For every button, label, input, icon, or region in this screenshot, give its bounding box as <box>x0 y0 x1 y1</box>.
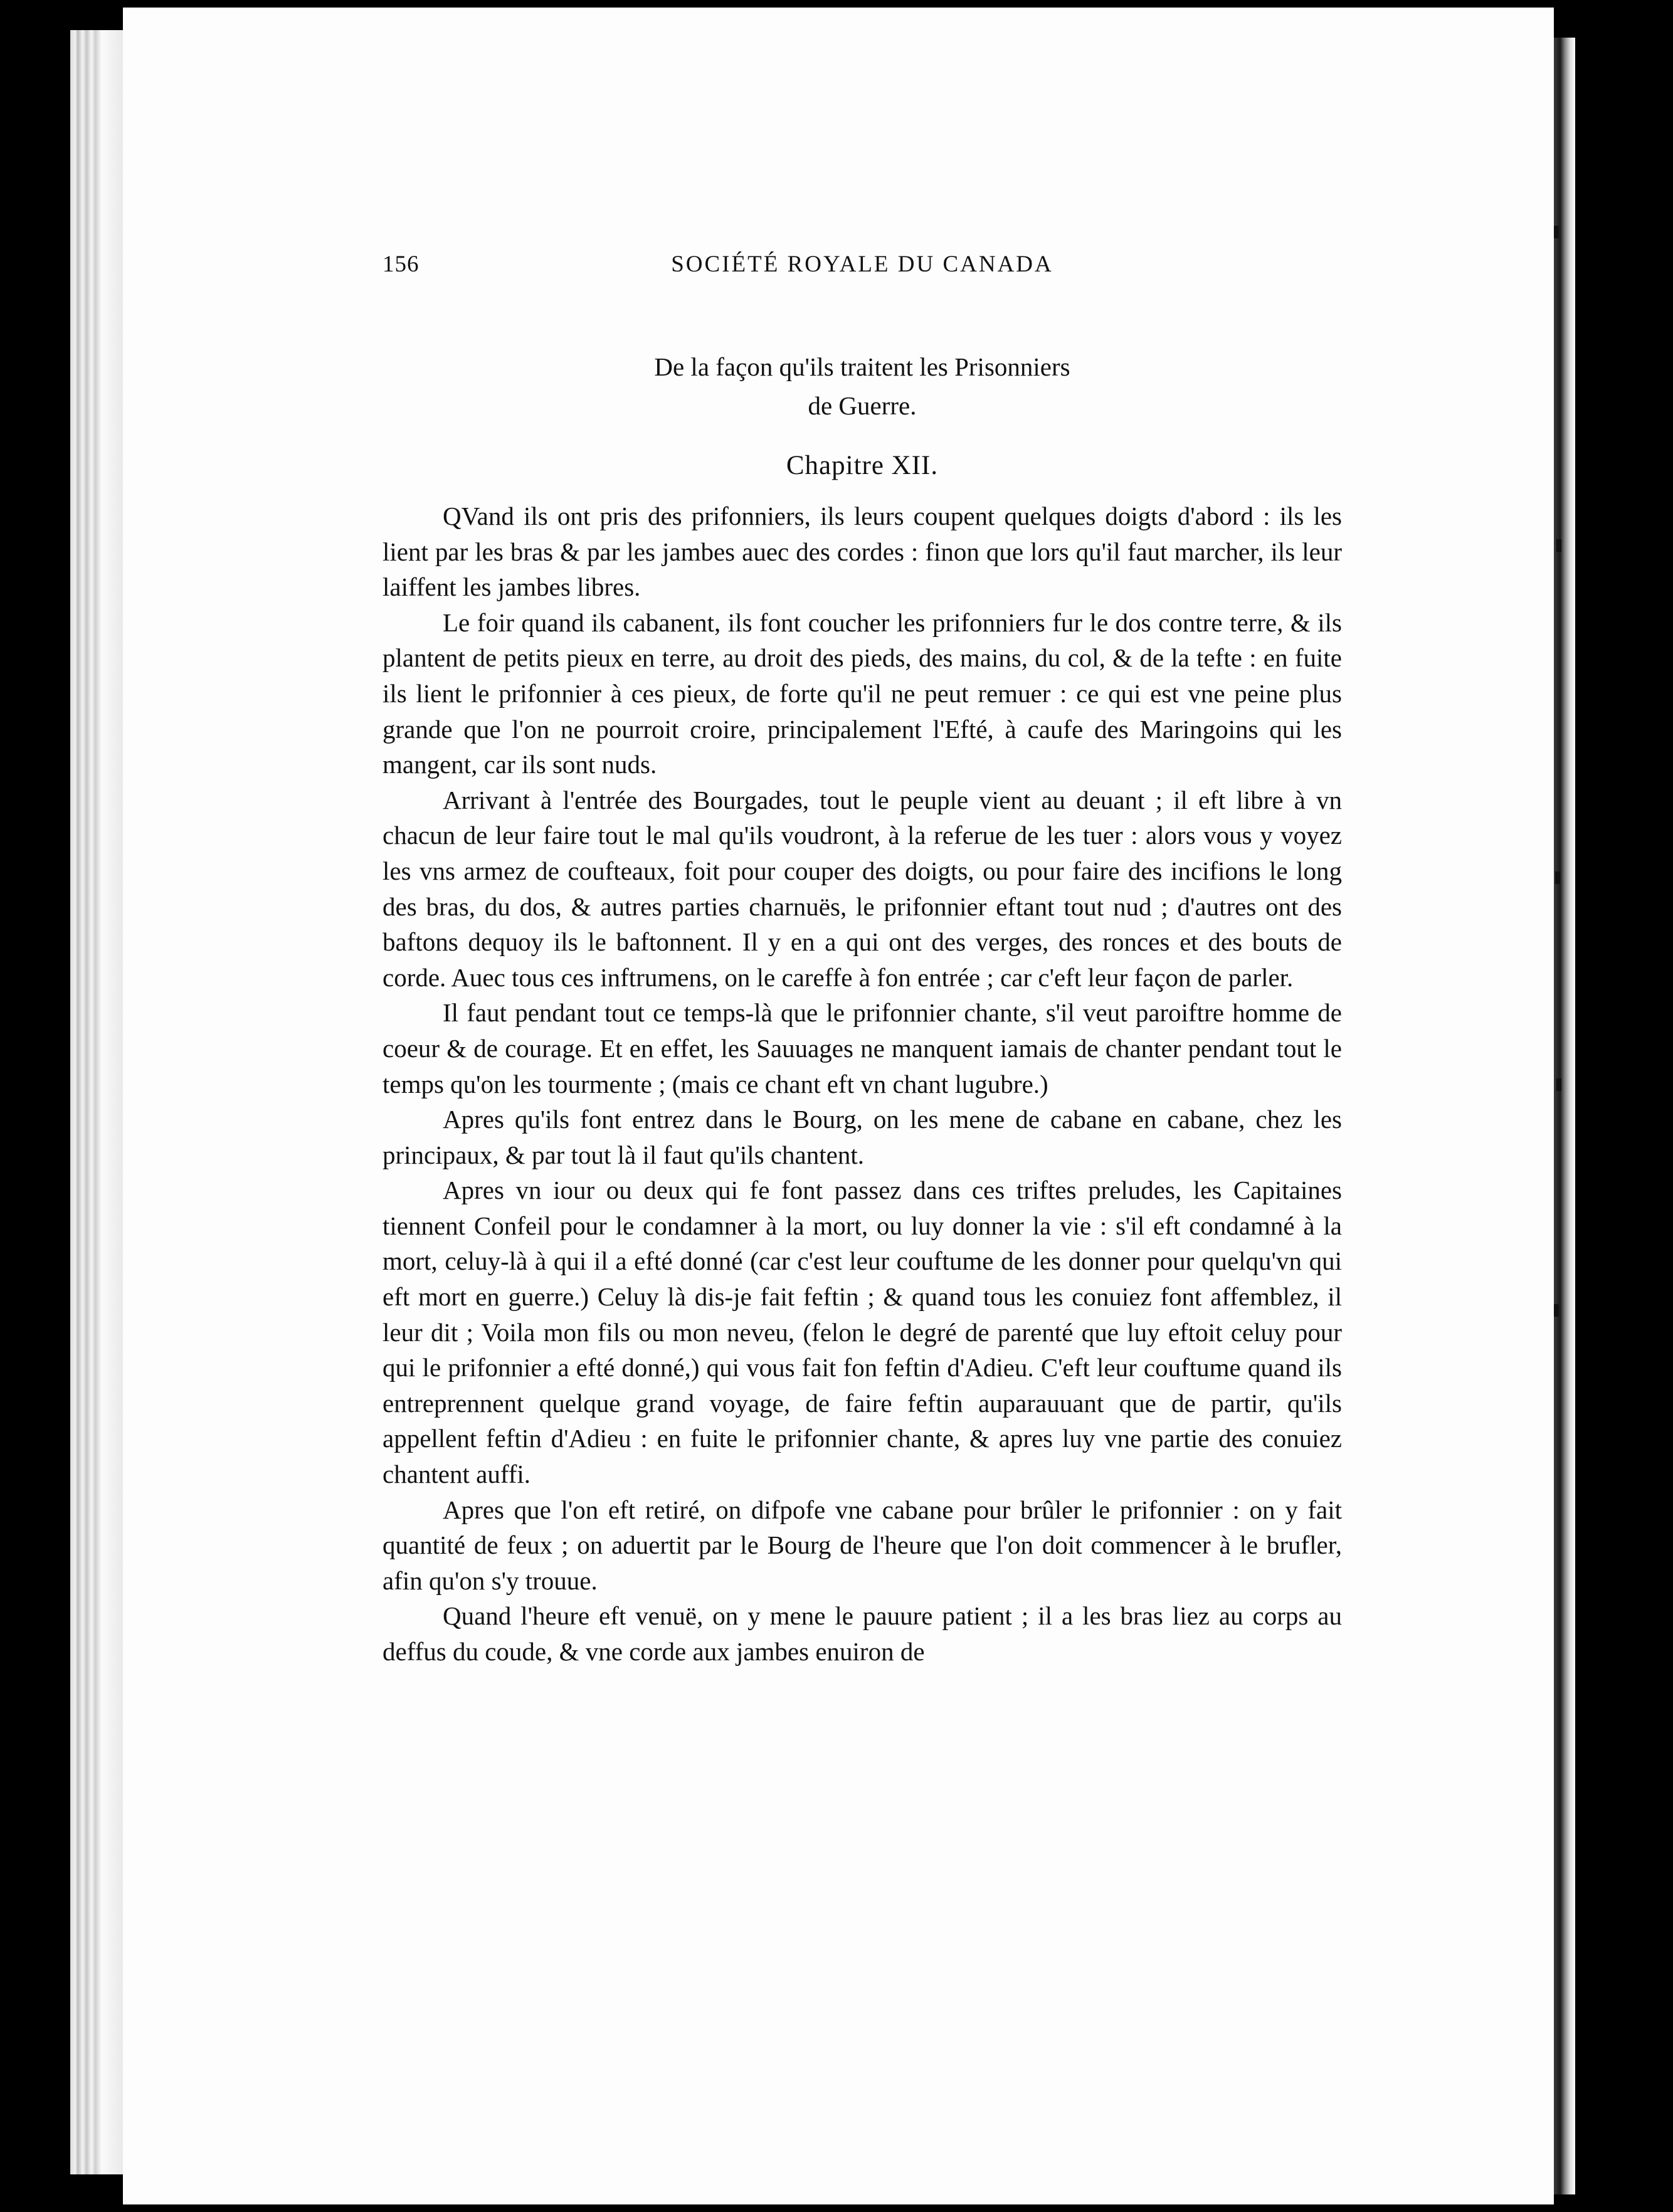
section-title-line: de Guerre. <box>808 391 917 420</box>
paragraph: Quand l'heure eft venuë, on y mene le pauure patient ; il a les bras liez au corps au deffus du coude, & vne corde aux jambes enuiron de <box>383 1601 1342 1666</box>
page-stack-edge <box>70 30 127 2174</box>
edge-mark <box>1555 872 1560 884</box>
paragraph: Il faut pendant tout ce temps-là que le prifonnier chante, s'il veut paroiftre homme de coeur & de courage. Et en effet, les Sauuages ne manquent iamais de chanter pendant tout le temps qu'on les tourmente ; (mais ce chant eft vn chant lugubre.) <box>383 998 1342 1098</box>
edge-mark <box>1554 226 1559 238</box>
page-number: 156 <box>383 251 420 277</box>
paragraph: Le foir quand ils cabanent, ils font coucher les prifonniers fur le dos contre terre, & ils plantent de petits pieux en terre, au droit des pieds, des mains, du col, & de la tefte : en fuite ils lient le prifonnier à ces pieux, de forte qu'il ne peut remuer : ce qui est vne peine plus grande que l'on ne pourroit croire, principalement l'Efté, à caufe des Maringoins qui les mangent, car ils sont nuds. <box>383 608 1342 779</box>
edge-mark <box>1556 1078 1561 1091</box>
edge-mark <box>1554 1304 1559 1317</box>
running-head: SOCIÉTÉ ROYALE DU CANADA <box>671 251 1053 277</box>
paragraph: Apres qu'ils font entrez dans le Bourg, on les mene de cabane en cabane, chez les principaux, & par tout là il faut qu'ils chantent. <box>383 1105 1342 1169</box>
edge-mark <box>1556 539 1561 552</box>
section-title <box>383 347 1342 425</box>
paragraph: Apres vn iour ou deux qui fe font passez dans ces triftes preludes, les Capitaines tiennent Confeil pour le condamner à la mort, ou luy donner la vie : s'il eft condamné à la mort, celuy-là à qui il a efté donné (car c'est leur couftume de les donner pour quelqu'vn qui eft mort en guerre.) Celuy là dis-je fait feftin ; & quand tous les conuiez font affemblez, il leur dit ; Voila mon fils ou mon neveu, (felon le degré de parenté que luy eftoit celuy pour qui le prifonnier a efté donné,) qui vous fait fon feftin d'Adieu. C'eft leur couftume quand ils entreprennent quelque grand voyage, de faire feftin auparauuant que de partir, qu'ils appellent feftin d'Adieu : en fuite le prifonnier chante, & apres luy vne partie des conuiez chantent auffi. <box>383 1176 1342 1489</box>
binding-edge <box>1554 38 1575 2194</box>
section-title-line: De la façon qu'ils traitent les Prisonniers <box>654 352 1070 381</box>
paragraph: Apres que l'on eft retiré, on difpofe vne cabane pour brûler le prifonnier : on y fait quantité de feux ; on aduertit par le Bourg de l'heure que l'on doit commencer à le brufler, afin qu'on s'y trouue. <box>383 1495 1342 1595</box>
paragraph: Arrivant à l'entrée des Bourgades, tout le peuple vient au deuant ; il eft libre à vn chacun de leur faire tout le mal qu'ils voudront, à la referue de les tuer : alors vous y voyez les vns armez de coufteaux, foit pour couper des doigts, ou pour faire des incifions le long des bras, du dos, & autres parties charnuës, le prifonnier eftant tout nud ; d'autres ont des baftons dequoy ils le baftonnent. Il y en a qui ont des verges, des ronces et des bouts de corde. Auec tous ces inftrumens, on le careffe à fon entrée ; car c'eft leur façon de parler. <box>383 785 1342 992</box>
text-block <box>383 251 1342 1670</box>
paragraph: QVand ils ont pris des prifonniers, ils leurs coupent quelques doigts d'abord : ils les lient par les bras & par les jambes auec des cordes : finon que lors qu'il faut marcher, ils leur laiffent les jambes libres. <box>383 502 1342 602</box>
chapter-heading: Chapitre XII. <box>786 451 939 480</box>
page-header <box>383 251 1342 288</box>
